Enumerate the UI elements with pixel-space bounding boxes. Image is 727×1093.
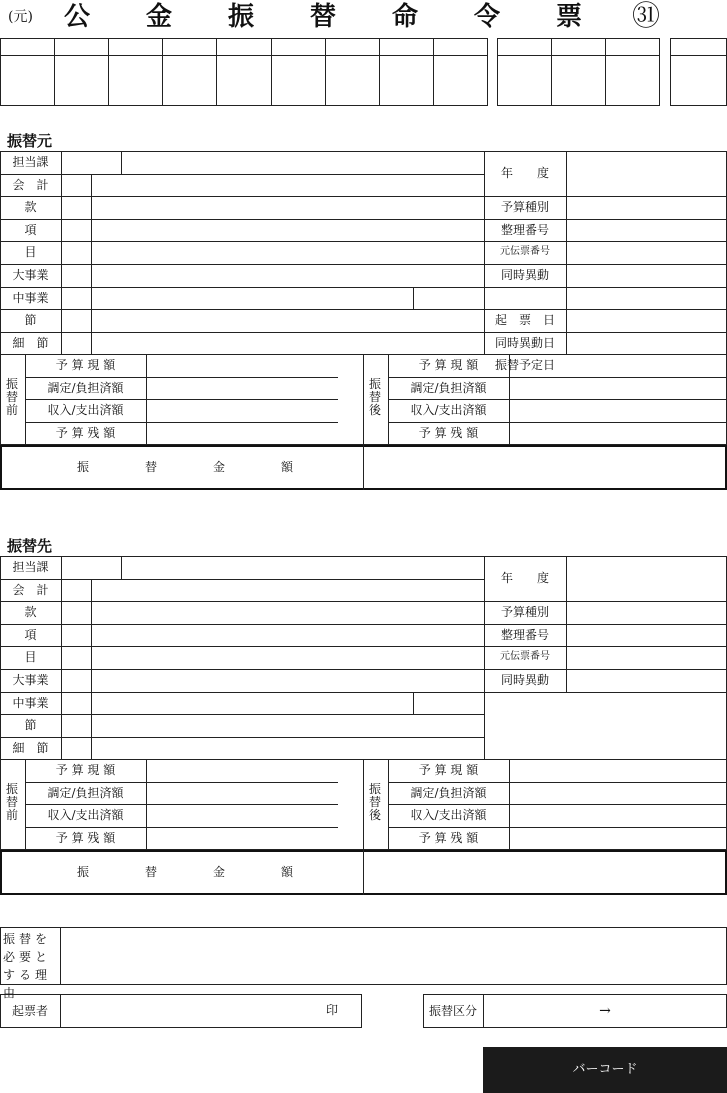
kihyosha-input[interactable] (62, 995, 322, 1027)
doji-ido-bi-input[interactable] (567, 333, 725, 354)
setsu-code-input[interactable] (62, 715, 90, 736)
yosan-zangaku-before-label: 予 算 残 額 (55, 425, 116, 440)
kou-name-input[interactable] (92, 220, 482, 241)
yosan-zangaku-after-input[interactable] (510, 423, 726, 444)
furikae-kingaku-input[interactable] (365, 447, 725, 488)
seiri-bango-label: 整理番号 (500, 222, 549, 237)
rule-line (509, 399, 727, 400)
title-char-5: 命 (392, 2, 419, 32)
tantoka-code-input[interactable] (62, 557, 120, 578)
chotei-futan-after-input[interactable] (510, 783, 726, 804)
saisetsu-name-input[interactable] (92, 738, 482, 759)
tantoka-code-input[interactable] (62, 152, 120, 173)
kou-code-input[interactable] (62, 625, 90, 646)
chu-jigyo-label: 中事業 (12, 695, 49, 710)
dai-jigyo-name-input[interactable] (92, 265, 482, 286)
moku-label: 目 (24, 245, 37, 260)
header-prefix: (元) (8, 9, 33, 25)
yosan-zangaku-after-input[interactable] (510, 828, 726, 849)
seiri-bango-input[interactable] (567, 220, 725, 241)
kaikei-code-input[interactable] (62, 175, 90, 196)
yosan-zangaku-before-label: 予 算 残 額 (55, 830, 116, 845)
furikae-kingaku-char-3: 金 (212, 460, 225, 475)
moku-name-input[interactable] (92, 242, 482, 263)
nendo-label: 年 度 (500, 571, 549, 586)
setsu-label: 節 (24, 313, 37, 328)
code-box-2-2[interactable] (552, 56, 604, 104)
section-title-destination: 振替先 (7, 537, 53, 555)
kaikei-code-input[interactable] (62, 580, 90, 601)
code-box-1-3[interactable] (109, 56, 161, 104)
yosan-zangaku-after-label: 予 算 残 額 (418, 425, 479, 440)
yosan-zangaku-before-input[interactable] (147, 828, 362, 849)
chotei-futan-before-input[interactable] (147, 783, 362, 804)
title-char-3: 振 (228, 2, 255, 32)
shunyu-shishutsu-after-label: 収入/支出済額 (410, 403, 487, 418)
yosan-shubetsu-input[interactable] (567, 602, 725, 623)
kan-name-input[interactable] (92, 602, 482, 623)
furikae-kingaku-char-4: 額 (280, 865, 293, 880)
furikae-kingaku-char-3: 金 (212, 865, 225, 880)
kihyosha-label: 起票者 (11, 1004, 48, 1018)
furikae-yoteibi-label: 振替予定日 (494, 358, 555, 373)
yosan-zangaku-after-label: 予 算 残 額 (418, 830, 479, 845)
tantoka-label: 担当課 (12, 155, 49, 169)
saisetsu-name-input[interactable] (92, 333, 482, 354)
title-char-2: 金 (146, 2, 173, 32)
kaikei-name-input[interactable] (92, 580, 482, 601)
chu-jigyo-code-input[interactable] (62, 693, 90, 714)
chu-jigyo-name-input[interactable] (92, 693, 412, 714)
title-char-4: 替 (310, 2, 337, 32)
chu-jigyo-label: 中事業 (12, 290, 49, 305)
chu-jigyo-extra-input[interactable] (414, 693, 482, 714)
setsu-name-input[interactable] (92, 310, 482, 331)
furikae-after-label: 振替後 (368, 782, 381, 823)
yosan-shubetsu-input[interactable] (567, 197, 725, 218)
motodenpyo-bango-label: 元伝票番号 (500, 651, 550, 663)
moku-code-input[interactable] (62, 647, 90, 668)
section-title-source: 振替元 (7, 132, 53, 150)
furikae-kingaku-input[interactable] (365, 852, 725, 893)
kaikei-name-input[interactable] (92, 175, 482, 196)
chotei-futan-before-label: 調定/負担済額 (47, 380, 124, 395)
furikae-kingaku-char-2: 替 (144, 865, 157, 880)
saisetsu-code-input[interactable] (62, 738, 90, 759)
kaikei-label: 会 計 (12, 582, 49, 597)
nendo-input[interactable] (567, 557, 725, 600)
shunyu-shishutsu-after-input[interactable] (510, 400, 726, 421)
yosan-gengaku-after-label: 予 算 現 額 (418, 763, 479, 778)
code-box-1-6[interactable] (272, 56, 324, 104)
doji-ido-input[interactable] (567, 265, 725, 286)
tantoka-name-input[interactable] (122, 152, 482, 173)
nendo-input[interactable] (567, 152, 725, 195)
yosan-gengaku-before-input[interactable] (147, 355, 362, 376)
code-box-1-8[interactable] (380, 56, 432, 104)
doji-ido-label: 同時異動 (500, 673, 549, 687)
chotei-futan-after-label: 調定/負担済額 (410, 785, 487, 800)
rule-line (509, 804, 727, 805)
form-number: ㉛ (632, 0, 661, 32)
rule-line (484, 692, 727, 693)
moku-code-input[interactable] (62, 242, 90, 263)
tantoka-label: 担当課 (12, 560, 49, 574)
furikae-before-label: 振替前 (5, 782, 18, 823)
code-box-1-4[interactable] (163, 56, 215, 104)
doji-ido-input[interactable] (567, 670, 725, 691)
chu-jigyo-extra-input[interactable] (414, 288, 482, 309)
yosan-gengaku-before-label: 予 算 現 額 (55, 358, 116, 373)
doji-ido-bi-label: 同時異動日 (494, 335, 555, 350)
chotei-futan-before-label: 調定/負担済額 (47, 785, 124, 800)
chotei-futan-before-input[interactable] (147, 378, 362, 399)
code-box-1-5[interactable] (217, 56, 269, 104)
kou-label: 項 (24, 222, 37, 237)
saisetsu-label: 細 節 (12, 740, 49, 755)
rule-line (509, 422, 727, 423)
kou-name-input[interactable] (92, 625, 482, 646)
shunyu-shishutsu-after-input[interactable] (510, 805, 726, 826)
seal-mark: 印 (325, 1003, 338, 1017)
moku-label: 目 (24, 650, 37, 665)
kou-label: 項 (24, 627, 37, 642)
code-box-2-1[interactable] (498, 56, 550, 104)
seiri-bango-input[interactable] (567, 625, 725, 646)
yosan-gengaku-after-label: 予 算 現 額 (418, 358, 479, 373)
furikae-kingaku-char-1: 振 (76, 460, 89, 475)
shunyu-shishutsu-after-label: 収入/支出済額 (410, 808, 487, 823)
dai-jigyo-code-input[interactable] (62, 265, 90, 286)
yosan-zangaku-before-input[interactable] (147, 423, 362, 444)
seiri-bango-label: 整理番号 (500, 627, 549, 642)
doji-ido-label: 同時異動 (500, 268, 549, 282)
shunyu-shishutsu-before-input[interactable] (147, 805, 362, 826)
setsu-code-input[interactable] (62, 310, 90, 331)
rule-line (484, 287, 727, 288)
barcode-area: バーコード (483, 1047, 727, 1093)
chu-jigyo-code-input[interactable] (62, 288, 90, 309)
kan-code-input[interactable] (62, 197, 90, 218)
reason-input[interactable] (62, 928, 725, 984)
shunyu-shishutsu-before-label: 収入/支出済額 (47, 808, 124, 823)
dai-jigyo-code-input[interactable] (62, 670, 90, 691)
title-char-6: 令 (474, 2, 501, 32)
setsu-label: 節 (24, 718, 37, 733)
code-box-1-9[interactable] (434, 56, 486, 104)
furikae-after-label: 振替後 (368, 377, 381, 418)
yosan-gengaku-before-label: 予 算 現 額 (55, 763, 116, 778)
dai-jigyo-name-input[interactable] (92, 670, 482, 691)
tantoka-name-input[interactable] (122, 557, 482, 578)
setsu-name-input[interactable] (92, 715, 482, 736)
dai-jigyo-label: 大事業 (12, 673, 49, 687)
code-box-1-7[interactable] (326, 56, 378, 104)
kou-code-input[interactable] (62, 220, 90, 241)
chu-jigyo-name-input[interactable] (92, 288, 412, 309)
kan-label: 款 (24, 605, 37, 620)
chotei-futan-after-label: 調定/負担済額 (410, 380, 487, 395)
rule-line (363, 850, 364, 895)
reason-label: 振替を必要とする理由 (3, 932, 52, 1000)
nendo-label: 年 度 (500, 166, 549, 181)
shunyu-shishutsu-before-label: 収入/支出済額 (47, 403, 124, 418)
yosan-gengaku-after-input[interactable] (510, 355, 726, 376)
motodenpyo-bango-input[interactable] (567, 647, 725, 668)
code-box-3-1[interactable] (671, 56, 726, 104)
rule-line (509, 782, 727, 783)
rule-line (363, 759, 364, 849)
motodenpyo-bango-label: 元伝票番号 (500, 246, 550, 258)
yosan-gengaku-after-input[interactable] (510, 760, 726, 781)
kan-label: 款 (24, 200, 37, 215)
code-box-2-3[interactable] (606, 56, 658, 104)
kubun-arrow[interactable]: → (599, 1003, 611, 1019)
title-char-1: 公 (64, 2, 91, 32)
furikae-before-label: 振替前 (5, 377, 18, 418)
title-char-7: 票 (556, 2, 583, 32)
saisetsu-label: 細 節 (12, 335, 49, 350)
kan-code-input[interactable] (62, 602, 90, 623)
yosan-shubetsu-label: 予算種別 (500, 605, 549, 620)
rule-line (363, 445, 364, 490)
dai-jigyo-label: 大事業 (12, 268, 49, 282)
yosan-gengaku-before-input[interactable] (147, 760, 362, 781)
kan-name-input[interactable] (92, 197, 482, 218)
kaikei-label: 会 計 (12, 177, 49, 192)
motodenpyo-bango-input[interactable] (567, 242, 725, 263)
kihyo-bi-label: 起 票 日 (494, 313, 555, 328)
kihyo-bi-input[interactable] (567, 310, 725, 331)
saisetsu-code-input[interactable] (62, 333, 90, 354)
rule-line (509, 827, 727, 828)
rule-line (363, 354, 364, 444)
furikae-kingaku-char-4: 額 (280, 460, 293, 475)
furikae-kingaku-char-2: 替 (144, 460, 157, 475)
rule-line (509, 377, 727, 378)
chotei-futan-after-input[interactable] (510, 378, 726, 399)
shunyu-shishutsu-before-input[interactable] (147, 400, 362, 421)
yosan-shubetsu-label: 予算種別 (500, 200, 549, 215)
furikae-kingaku-char-1: 振 (76, 865, 89, 880)
code-box-1-2[interactable] (55, 56, 107, 104)
code-box-1-1[interactable] (1, 56, 53, 104)
moku-name-input[interactable] (92, 647, 482, 668)
kubun-label: 振替区分 (428, 1004, 477, 1018)
